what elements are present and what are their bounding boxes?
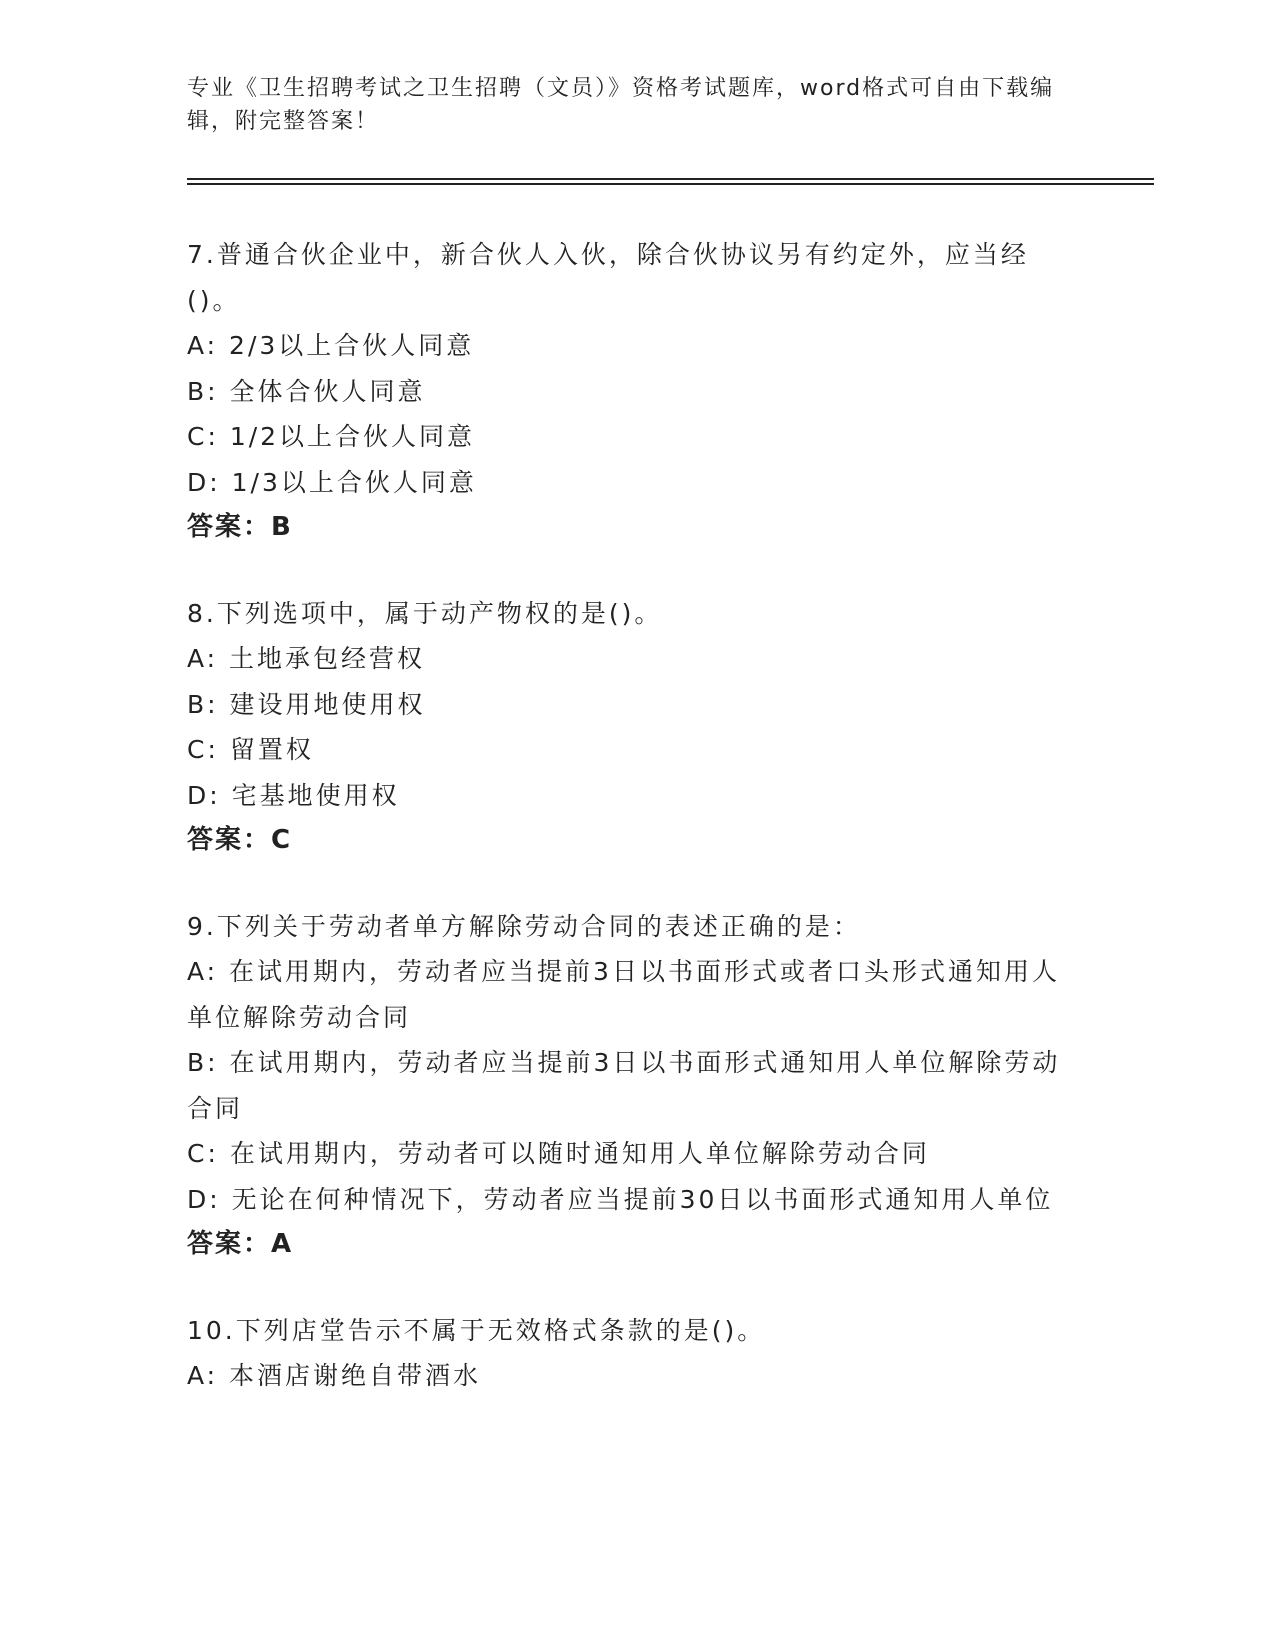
- option-d: D: 宅基地使用权: [187, 780, 400, 810]
- question-8: [187, 591, 1067, 864]
- option-a: A: 在试用期内，劳动者应当提前3日以书面形式或者口头形式通知用人单位解除劳动合同: [187, 957, 1060, 1032]
- questions-list: [187, 232, 1067, 1439]
- question-10: [187, 1308, 1067, 1399]
- header-rule-top: [187, 178, 1154, 180]
- option-a: A: 土地承包经营权: [187, 644, 426, 673]
- option-c: C: 1/2以上合伙人同意: [187, 422, 476, 451]
- option-d: D: 无论在何种情况下，劳动者应当提前30日以书面形式通知用人单位: [187, 1184, 1054, 1214]
- answer-label: 答案：C: [187, 825, 293, 855]
- option-a: A: 本酒店谢绝自带酒水: [187, 1361, 482, 1390]
- option-b: B: 建设用地使用权: [187, 689, 426, 719]
- question-stem: 9.下列关于劳动者单方解除劳动合同的表述正确的是：: [187, 911, 861, 941]
- answer-label: 答案：A: [187, 1229, 294, 1259]
- option-c: C: 在试用期内，劳动者可以随时通知用人单位解除劳动合同: [187, 1139, 930, 1168]
- header-rule-bottom: [187, 183, 1154, 185]
- option-a: A: 2/3以上合伙人同意: [187, 331, 475, 360]
- question-9: [187, 904, 1067, 1268]
- option-d: D: 1/3以上合伙人同意: [187, 467, 477, 497]
- question-stem: 7.普通合伙企业中，新合伙人入伙，除合伙协议另有约定外，应当经()。: [187, 240, 1029, 315]
- header-text: 专业《卫生招聘考试之卫生招聘（文员）》资格考试题库，word格式可自由下载编辑，附完整答案！: [187, 76, 1055, 134]
- option-b: B: 在试用期内，劳动者应当提前3日以书面形式通知用人单位解除劳动合同: [187, 1048, 1061, 1123]
- question-7: [187, 232, 1067, 551]
- option-b: B: 全体合伙人同意: [187, 376, 426, 406]
- question-stem: 8.下列选项中，属于动产物权的是()。: [187, 598, 663, 628]
- option-c: C: 留置权: [187, 735, 314, 764]
- answer-label: 答案：B: [187, 512, 293, 542]
- question-stem: 10.下列店堂告示不属于无效格式条款的是()。: [187, 1315, 766, 1345]
